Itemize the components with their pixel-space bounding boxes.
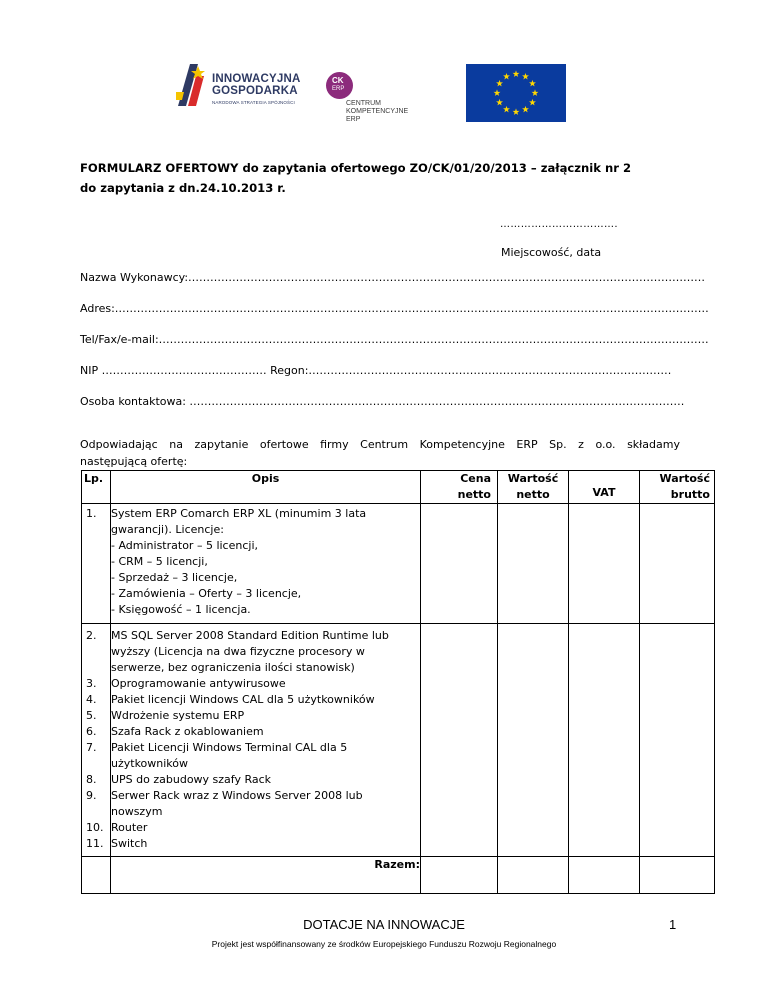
ck-line2: KOMPETENCYJNE [346, 108, 409, 115]
row1-line: - CRM – 5 licencji, [111, 555, 208, 568]
item-num-spacer [82, 644, 110, 660]
row1-wb-cell[interactable] [640, 504, 715, 624]
ck-line1: CENTRUM [346, 100, 381, 107]
table-total-row [82, 857, 715, 894]
intro-paragraph [80, 436, 680, 470]
row1-line: - Zamówienia – Oferty – 3 licencje, [111, 587, 302, 600]
form-title: FORMULARZ OFERTOWY do zapytania ofertowego ZO/CK/01/20/2013 – załącznik nr 2 do zapytania z dn.24.10.2013 r. [80, 161, 632, 195]
item-num-spacer [82, 660, 110, 676]
row1-line: - Księgowość – 1 licencja. [111, 603, 251, 616]
item-line: serwerze, bez ograniczenia ilości stanowisk) [111, 661, 355, 674]
row1-line: - Administrator – 5 licencji, [111, 539, 258, 552]
row1-num: 1. [86, 507, 97, 520]
header-wn-l2: netto [516, 488, 550, 501]
item-num: 5. [86, 709, 97, 722]
eu-flag-logo [466, 64, 566, 122]
footer-main: DOTACJE NA INNOWACJE [303, 917, 465, 932]
item-line: Switch [111, 837, 148, 850]
item-line: Pakiet Licencji Windows Terminal CAL dla 5 [111, 741, 348, 754]
total-wn-cell[interactable] [498, 857, 569, 894]
row1-desc-cell [111, 504, 421, 624]
table-row [82, 504, 715, 624]
row1-wn-cell[interactable] [498, 504, 569, 624]
items-cena-cell[interactable] [421, 624, 498, 857]
eu-flag-icon [466, 64, 566, 122]
items-wb-cell[interactable] [640, 624, 715, 857]
item-line: Serwer Rack wraz z Windows Server 2008 lub [111, 789, 363, 802]
table-row [82, 624, 715, 857]
ig-emblem-icon [176, 62, 206, 106]
header-vat: VAT [569, 471, 640, 504]
item-line: Szafa Rack z okablowaniem [111, 725, 264, 738]
table-header-row [82, 471, 715, 504]
row1-cena-cell[interactable] [421, 504, 498, 624]
contact-person-field[interactable]: Osoba kontaktowa: ……………………………………………………………………………………………………………………… [80, 395, 685, 408]
item-line: Wdrożenie systemu ERP [111, 709, 245, 722]
item-line: Router [111, 821, 148, 834]
item-num: 3. [86, 677, 97, 690]
ig-line2: GOSPODARKA [212, 85, 298, 97]
footer-sub: Projekt jest współfinansowany ze środków Europejskiego Funduszu Rozwoju Regionalnego [211, 939, 557, 949]
item-line: wyższy (Licencja na dwa fizyczne procesory w [111, 645, 365, 658]
ig-line1: INNOWACYJNA [212, 73, 301, 85]
item-num: 2. [86, 629, 97, 642]
place-date-dots: ……………………………. [500, 219, 618, 230]
total-empty-cell [82, 857, 111, 894]
row1-num-cell [82, 504, 111, 624]
items-wn-cell[interactable] [498, 624, 569, 857]
item-num-spacer [82, 756, 110, 772]
ck-badge-bottom: ERP [332, 86, 345, 92]
header-wb-l1: Wartość [659, 472, 710, 485]
item-num: 7. [86, 741, 97, 754]
items-num-cell [82, 624, 111, 857]
row1-vat-cell[interactable] [569, 504, 640, 624]
item-line: użytkowników [111, 757, 189, 770]
item-line: Pakiet licencji Windows CAL dla 5 użytkowników [111, 693, 375, 706]
total-label: Razem: [111, 857, 421, 894]
address-field[interactable]: Adres:……………………………………………………………………………………………………………………………………………… [80, 302, 709, 315]
total-vat-cell[interactable] [569, 857, 640, 894]
page-number: 1 [669, 917, 677, 932]
item-num: 6. [86, 725, 97, 738]
header-wartosc-brutto [640, 471, 715, 504]
item-num-spacer [82, 804, 110, 820]
item-num: 9. [86, 789, 97, 802]
header-wn-l1: Wartość [507, 472, 559, 485]
intro-line1: Odpowiadając na zapytanie ofertowe firmy Centrum Kompetencyjne ERP Sp. z o.o. składamy [80, 438, 680, 451]
item-num: 10. [86, 821, 104, 834]
offer-table [81, 470, 715, 894]
header-cena-l1: Cena [460, 472, 491, 485]
item-num: 8. [86, 773, 97, 786]
intro-line2: następującą ofertę: [80, 455, 188, 468]
item-line: UPS do zabudowy szafy Rack [111, 773, 272, 786]
contractor-name-field[interactable]: Nazwa Wykonawcy:…………………………………………………………………………………………………………………………… [80, 271, 706, 284]
header-cena-netto [421, 471, 498, 504]
ig-subtitle: NARODOWA STRATEGIA SPÓJNOŚCI [212, 100, 295, 105]
header-opis: Opis [111, 471, 421, 504]
item-line: MS SQL Server 2008 Standard Edition Runtime lub [111, 629, 389, 642]
items-vat-cell[interactable] [569, 624, 640, 857]
tel-fax-email-field[interactable]: Tel/Fax/e-mail:…………………………………………………………………………………………………………………………………… [80, 333, 709, 346]
item-num: 4. [86, 693, 97, 706]
row1-line: System ERP Comarch ERP XL (minumim 3 lata [111, 507, 367, 520]
ck-badge-icon [326, 72, 353, 99]
place-date-label: Miejscowość, data [501, 246, 602, 259]
item-line: Oprogramowanie antywirusowe [111, 677, 286, 690]
total-wb-cell[interactable] [640, 857, 715, 894]
ck-erp-logo [326, 72, 426, 124]
header-wartosc-netto [498, 471, 569, 504]
innowacyjna-gospodarka-logo [176, 62, 316, 112]
nip-regon-field[interactable]: NIP ……………………………………… Regon:……………………………………………………………………………………… [80, 364, 672, 377]
ck-line3: ERP [346, 116, 361, 123]
header-cena-l2: netto [457, 488, 491, 501]
item-num: 11. [86, 837, 104, 850]
row1-line: gwarancji). Licencje: [111, 523, 224, 536]
items-desc-cell [111, 624, 421, 857]
total-cena-cell[interactable] [421, 857, 498, 894]
header-wb-l2: brutto [670, 488, 710, 501]
row1-line: - Sprzedaż – 3 licencje, [111, 571, 238, 584]
ck-badge-top: CK [332, 76, 344, 85]
item-line: nowszym [111, 805, 163, 818]
header-lp: Lp. [82, 471, 111, 504]
